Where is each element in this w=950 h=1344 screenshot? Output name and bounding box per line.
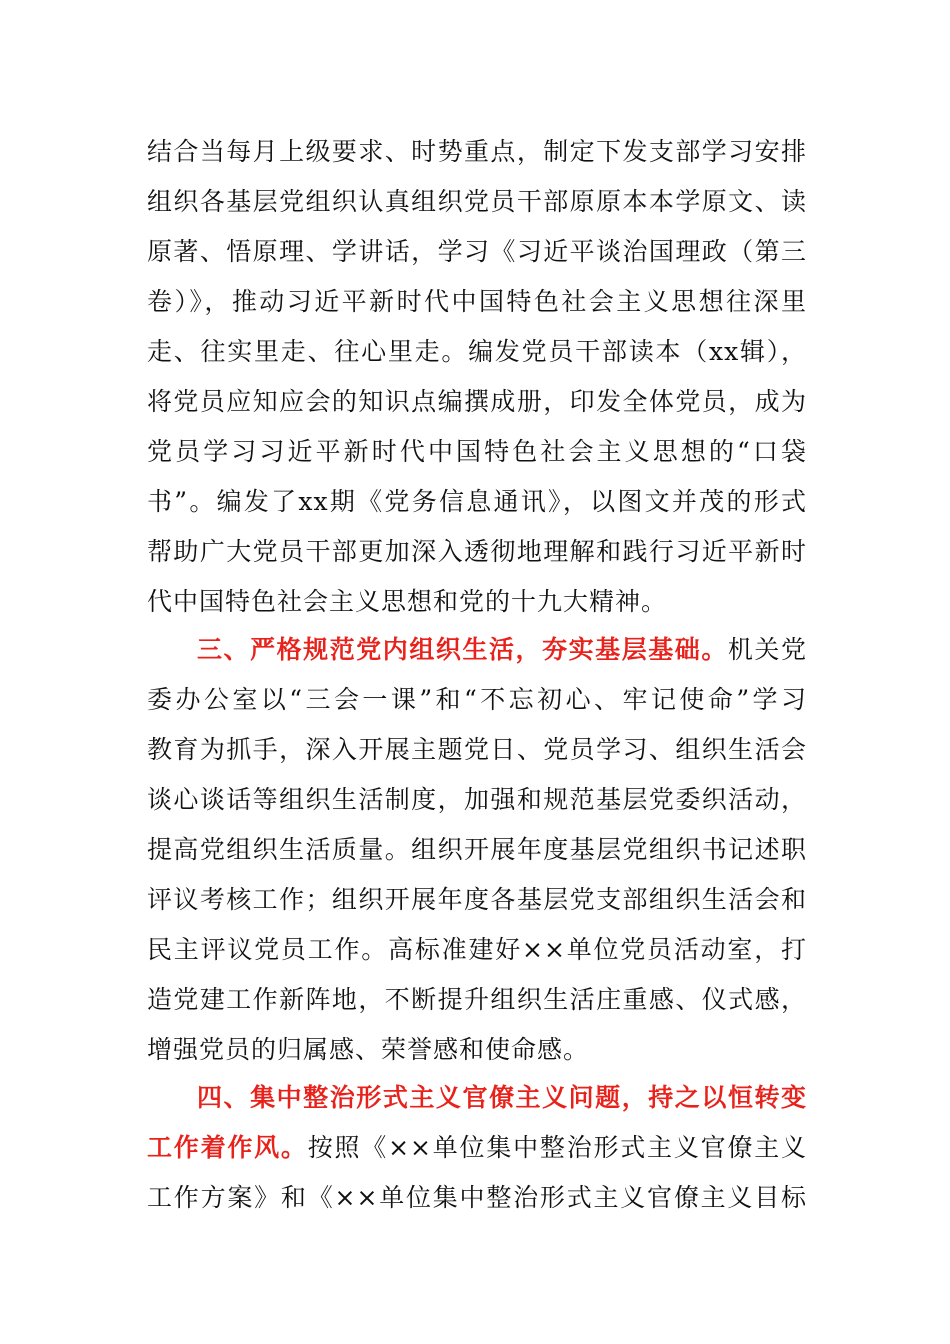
text-line: 提高党组织生活质量。组织开展年度基层党组织书记述职 [147,835,807,864]
text-line: 结合当每月上级要求、时势重点，制定下发支部学习安排 [147,137,807,166]
section-3-heading: 三、严格规范党内组织生活，夯实基层基础。 [197,635,728,664]
text-line: 党员学习习近平新时代中国特色社会主义思想的“口袋 [147,437,807,466]
text-line: 评议考核工作；组织开展年度各基层党支部组织生活会和 [147,885,807,914]
text-line: 造党建工作新阵地，不断提升组织生活庄重感、仪式感， [147,985,807,1014]
text-line: 将党员应知应会的知识点编撰成册，印发全体党员，成为 [147,387,807,416]
text-line: 谈心谈话等组织生活制度，加强和规范基层党委织活动， [147,785,807,814]
text-line: 代中国特色社会主义思想和党的十九大精神。 [147,587,668,616]
section-4-heading-end: 工作着作风。 [147,1133,308,1162]
section-4-text: 按照《××单位集中整治形式主义官僚主义 [307,1133,807,1162]
text-line: 组织各基层党组织认真组织党员干部原原本本学原文、读 [147,187,807,216]
text-line: 卷）》，推动习近平新时代中国特色社会主义思想往深里 [147,287,807,316]
text-line: 增强党员的归属感、荣誉感和使命感。 [147,1035,590,1064]
text-line: 委办公室以“三会一课”和“不忘初心、牢记使命”学习 [147,685,807,714]
text-line: 民主评议党员工作。高标准建好××单位党员活动室，打 [147,935,807,964]
section-4-second-line [147,1128,807,1168]
text-line: 书”。编发了xx期《党务信息通讯》，以图文并茂的形式 [147,487,807,516]
text-line: 帮助广大党员干部更加深入透彻地理解和践行习近平新时 [147,537,807,566]
text-line: 原著、悟原理、学讲话，学习《习近平谈治国理政（第三 [147,237,807,266]
section-4-heading: 四、集中整治形式主义官僚主义问题，持之以恒转变 [197,1083,807,1112]
section-3-text: 机关党 [727,635,807,664]
text-line: 教育为抓手，深入开展主题党日、党员学习、组织生活会 [147,735,807,764]
text-line: 工作方案》和《××单位集中整治形式主义官僚主义目标 [147,1183,807,1212]
text-line: 走、往实里走、往心里走。编发党员干部读本（xx辑）， [147,337,807,366]
section-3-first-line [197,630,807,670]
